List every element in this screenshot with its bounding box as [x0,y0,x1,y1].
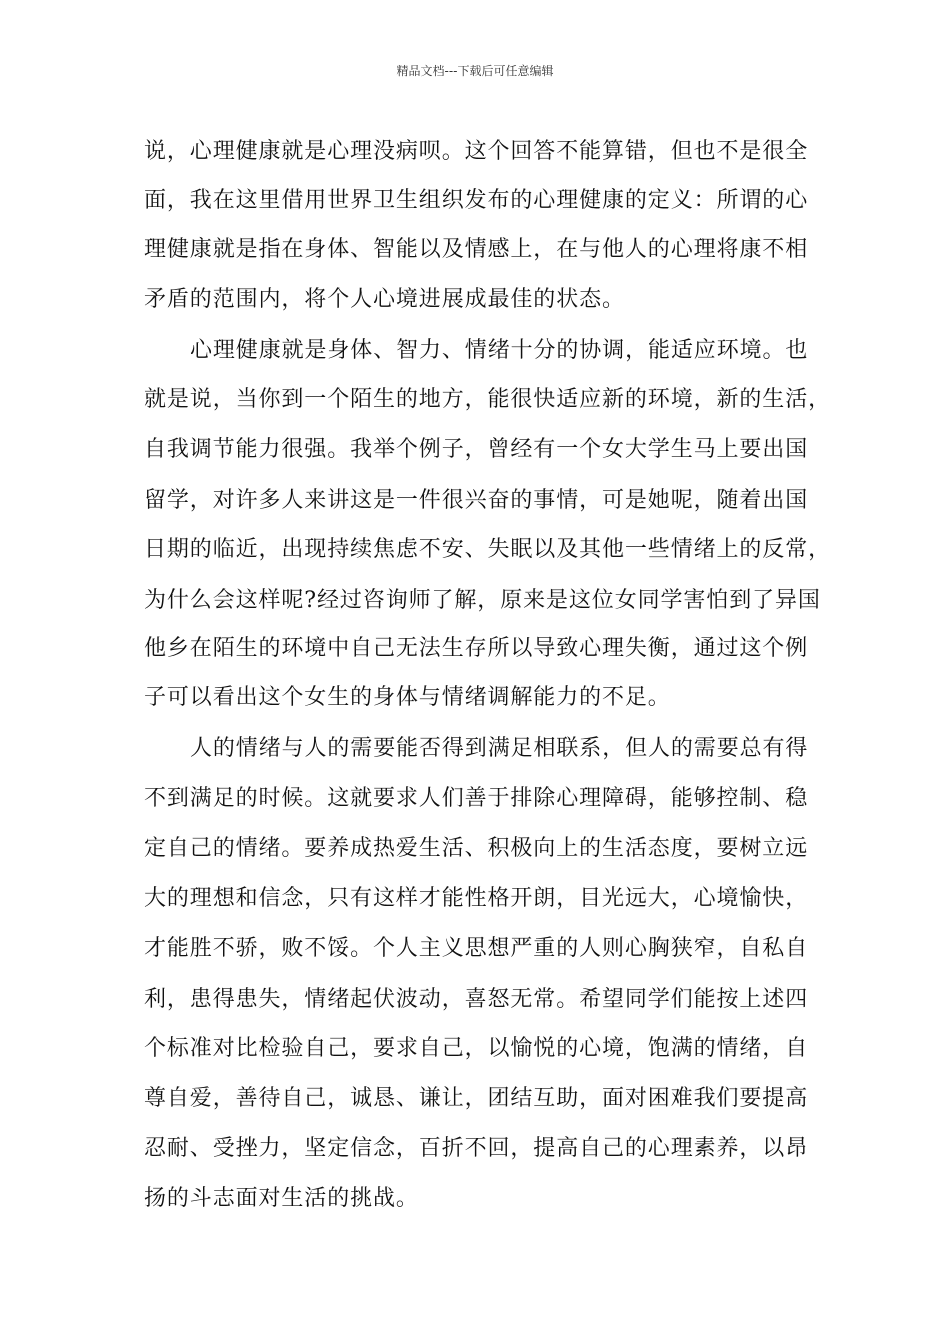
text-line: 扬的斗志面对生活的挑战。 [144,1186,419,1211]
text-line: 子可以看出这个女生的身体与情绪调解能力的不足。 [144,685,671,710]
text-line: 矛盾的范围内，将个人心境进展成最佳的状态。 [144,287,625,312]
text-line: 不到满足的时候。这就要求人们善于排除心理障碍，能够控制、稳 [144,786,809,811]
text-line: 才能胜不骄，败不馁。个人主义思想严重的人则心胸狭窄，自私自 [144,936,809,961]
text-line: 他乡在陌生的环境中自己无法生存所以导致心理失衡，通过这个例 [144,636,809,661]
text-line: 人的情绪与人的需要能否得到满足相联系，但人的需要总有得 [190,736,809,761]
text-line: 面，我在这里借用世界卫生组织发布的心理健康的定义：所谓的心 [144,188,809,213]
text-line: 理健康就是指在身体、智能以及情感上，在与他人的心理将康不相 [144,237,809,262]
text-line: 个标准对比检验自己，要求自己，以愉悦的心境，饱满的情绪，自 [144,1036,809,1061]
text-line: 自我调节能力很强。我举个例子，曾经有一个女大学生马上要出国 [144,437,809,462]
text-line: 大的理想和信念，只有这样才能性格开朗，目光远大，心境愉快， [144,886,809,911]
text-line: 留学，对许多人来讲这是一件很兴奋的事情，可是她呢，随着出国 [144,488,809,513]
text-line: 说，心理健康就是心理没病呗。这个回答不能算错，但也不是很全 [144,139,809,164]
text-line: 心理健康就是身体、智力、情绪十分的协调，能适应环境。也 [190,338,809,363]
text-line: 尊自爱，善待自己，诚恳、谦让，团结互助，面对困难我们要提高 [144,1086,809,1111]
text-line: 日期的临近，出现持续焦虑不安、失眠以及其他一些情绪上的反常， [144,537,832,562]
text-line: 利，患得患失，情绪起伏波动，喜怒无常。希望同学们能按上述四 [144,987,809,1012]
text-line: 为什么会这样呢?经过咨询师了解，原来是这位女同学害怕到了异国 [144,588,821,613]
text-line: 定自己的情绪。要养成热爱生活、积极向上的生活态度，要树立远 [144,836,809,861]
page-header: 精品文档---下载后可任意编辑 [396,64,554,78]
text-line: 就是说，当你到一个陌生的地方，能很快适应新的环境，新的生活， [144,387,832,412]
text-line: 忍耐、受挫力，坚定信念，百折不回，提高自己的心理素养，以昂 [144,1136,809,1161]
